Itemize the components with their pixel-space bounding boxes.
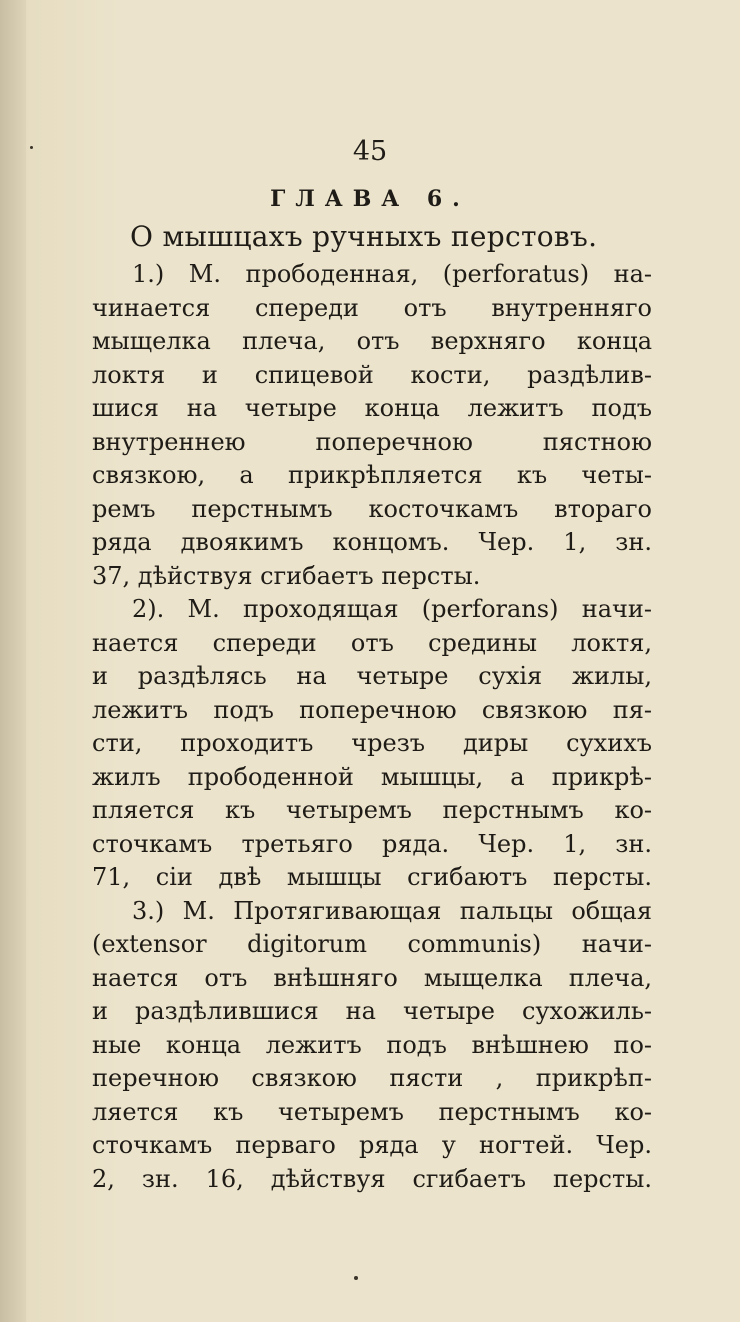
text-line: локтя и спицевой кости, раздѣлив-: [92, 360, 652, 389]
text-line: 2, зн. 16, дѣйствуя сгибаетъ персты.: [92, 1164, 652, 1193]
text-line: связкою, а прикрѣпляется къ четы-: [92, 461, 652, 489]
chapter-heading: ГЛАВА 6.: [270, 186, 470, 212]
text-line: шися на четыре конца лежитъ подъ: [92, 394, 652, 422]
text-line: жилъ прободенной мышцы, а прикрѣ-: [92, 762, 652, 791]
text-line: перечною связкою пясти , прикрѣп-: [92, 1064, 652, 1092]
text-line: ные конца лежитъ подъ внѣшнею по-: [92, 1030, 652, 1059]
text-line: нается отъ внѣшняго мыщелка плеча,: [92, 963, 652, 992]
text-line: 37, дѣйствуя сгибаетъ персты.: [92, 561, 481, 590]
text-line: 2). М. проходящая (perforans) начи-: [132, 595, 652, 623]
text-line: сти, проходитъ чрезъ диры сухихъ: [92, 729, 652, 757]
text-line: пляется къ четыремъ перстнымъ ко-: [92, 796, 652, 824]
text-line: внутреннею поперечною пястною: [92, 427, 652, 456]
text-line: 1.) М. прободенная, (perforatus) на-: [132, 260, 652, 288]
text-line: и раздѣлясь на четыре сухія жилы,: [92, 662, 652, 690]
text-line: ремъ перстнымъ косточкамъ втораго: [92, 494, 652, 523]
text-line: сточкамъ третьяго ряда. Чер. 1, зн.: [92, 829, 652, 858]
text-line: и раздѣлившися на четыре сухожиль-: [92, 997, 652, 1025]
body-text: [92, 258, 652, 1196]
text-line: ляется къ четыремъ перстнымъ ко-: [92, 1097, 652, 1126]
text-line: нается спереди отъ средины локтя,: [92, 628, 652, 657]
ink-speck: [354, 1276, 358, 1280]
text-line: чинается спереди отъ внутренняго: [92, 293, 652, 322]
text-line: 3.) М. Протягивающая пальцы общая: [132, 896, 652, 925]
page-number: 45: [352, 136, 388, 167]
text-line: сточкамъ перваго ряда у ногтей. Чер.: [92, 1131, 652, 1159]
ink-speck: [30, 146, 33, 149]
text-line: 71, сіи двѣ мышцы сгибаютъ персты.: [92, 863, 652, 891]
text-line: мыщелка плеча, отъ верхняго конца: [92, 327, 652, 355]
text-line: (extensor digitorum communis) начи-: [92, 930, 652, 958]
text-line: ряда двоякимъ концомъ. Чер. 1, зн.: [92, 528, 652, 556]
section-title: О мышцахъ ручныхъ перстовъ.: [130, 220, 598, 253]
text-line: лежитъ подъ поперечною связкою пя-: [92, 695, 652, 724]
